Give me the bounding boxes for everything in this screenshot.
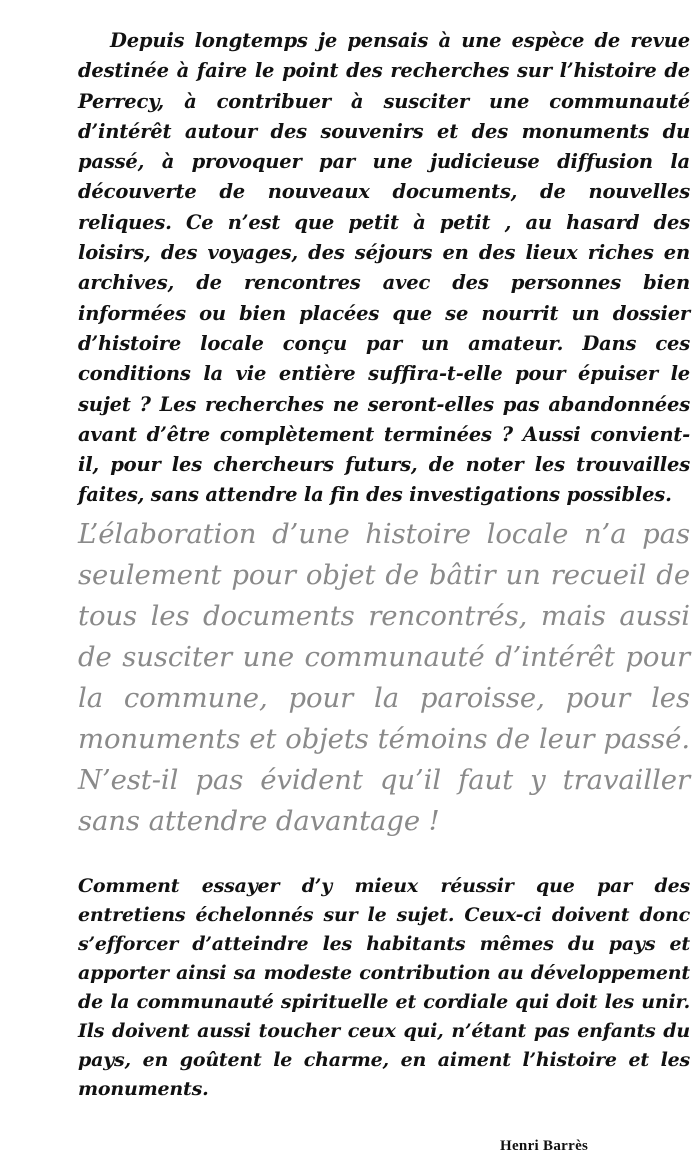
- highlight-quote-paragraph: L’élaboration d’une histoire locale n’a pas seulement pour objet de bâtir un recueil de tous les documents rencontrés, mais aussi de susciter une communauté d’intérêt pour la commune, pour la paroisse, pour les monuments et objets témoins de leur passé. N’est-il pas évident qu’il faut y travailler sans attendre davantage !: [78, 518, 690, 837]
- author-signature: Henri Barrès: [500, 1138, 589, 1154]
- intro-paragraph: Depuis longtemps je pensais à une espèce de revue destinée à faire le point des recherches sur l’histoire de Perrecy, à contribuer à susciter une communauté d’intérêt autour des souvenirs et des monuments du passé, à provoquer par une judicieuse diffusion la découverte de nouveaux documents, de nouvelles reliques. Ce n’est que petit à petit , au hasard des loisirs, des voyages, des séjours en des lieux riches en archives, de rencontres avec des personnes bien informées ou bien placées que se nourrit un dossier d’histoire locale conçu par un amateur. Dans ces conditions la vie entière suffira-t-elle pour épuiser le sujet ? Les recherches ne seront-elles pas abandonnées avant d’être complètement terminées ? Aussi convient-il, pour les chercheurs futurs, de noter les trouvailles faites, sans attendre la fin des investigations possibles.: [78, 29, 690, 507]
- closing-paragraph: Comment essayer d’y mieux réussir que par des entretiens échelonnés sur le sujet. Ceux-ci doivent donc s’efforcer d’atteindre les habitants mêmes du pays et apporter ainsi sa modeste contribution au développement de la communauté spirituelle et cordiale qui doit les unir. Ils doivent aussi toucher ceux qui, n’étant pas enfants du pays, en goûtent le charme, en aiment l’histoire et les monuments.: [78, 875, 690, 1100]
